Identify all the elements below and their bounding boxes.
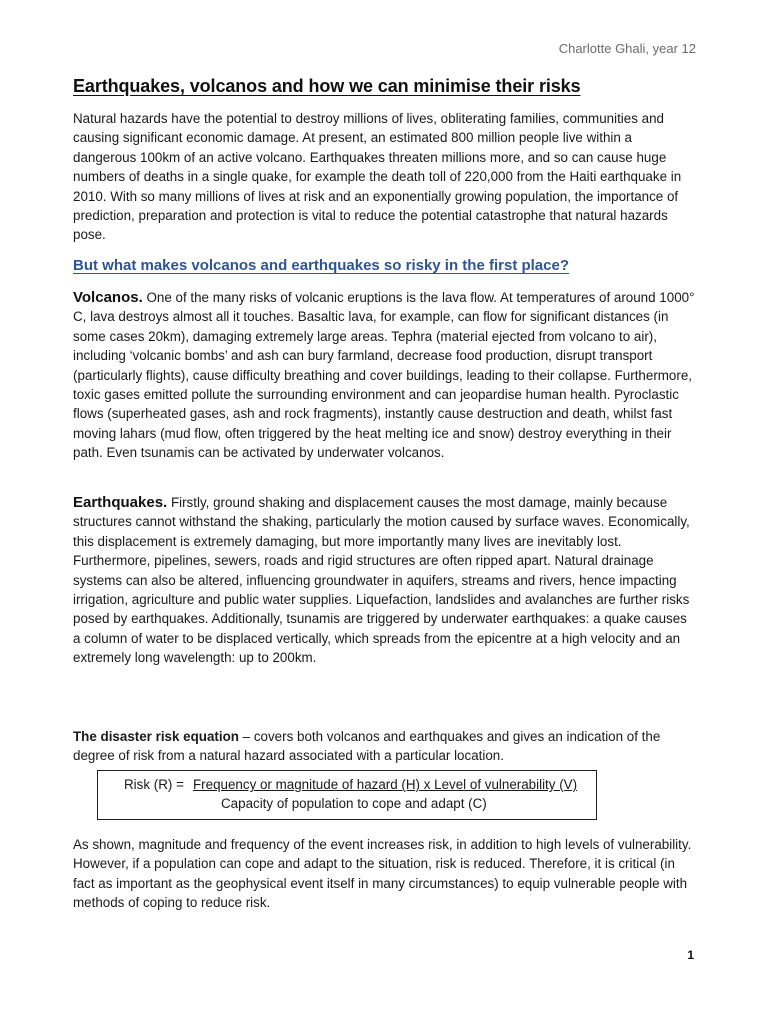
earthquakes-text: Firstly, ground shaking and displacement causes the most damage, mainly because structures cannot withstand the shaking, particularly the motion caused by surface waves. Economically, this displacement is extremely damaging, but more importantly many lives are inevitably lost. Furthermore, pipelines, sewers, roads and rigid structures are often ripped apart. Natural drainage systems can also be altered, influencing groundwater in aquifers, streams and rivers, hence impacting irrigation, agriculture and public water supplies. Liquefaction, landslides and avalanches are further risks posed by earthquakes. Additionally, tsunamis are triggered by underwater earthquakes: a quake causes a column of water to be displaced vertically, which spreads from the epicentre at a high velocity and an extremely long wavelength: up to 200km. [73, 495, 690, 666]
section-heading: But what makes volcanos and earthquakes so risky in the first place? [73, 257, 569, 274]
risk-equation-term: The disaster risk equation [73, 729, 239, 744]
risk-equation-text: – covers both volcanos and earthquakes and gives an indication of the degree of risk from a natural hazard associated with a particular location. [73, 729, 661, 764]
page-number: 1 [687, 948, 694, 962]
formula-lhs: Risk (R) = [124, 777, 184, 792]
author-header: Charlotte Ghali, year 12 [558, 41, 696, 56]
conclusion-paragraph: As shown, magnitude and frequency of the event increases risk, in addition to high levels of vulnerability. However, if a population can cope and adapt to the situation, risk is reduced. Therefore, it is critical (in fact as important as the geophysical event itself in many circumstances) to equip vulnerable people with methods of coping to reduce risk. [73, 837, 692, 911]
risk-formula-box [97, 770, 597, 820]
volcanos-term: Volcanos. [73, 289, 143, 306]
document-title: Earthquakes, volcanos and how we can minimise their risks [73, 76, 581, 96]
earthquakes-paragraph [73, 493, 698, 668]
volcanos-paragraph [73, 288, 698, 463]
volcanos-text: One of the many risks of volcanic eruptions is the lava flow. At temperatures of around 1000° C, lava destroys almost all it touches. Basaltic lava, for example, can flow for significant distances (in some cases 20km), damaging extremely large areas. Tephra (material ejected from volcano to air), including ‘volcanic bombs’ and ash can bury farmland, decrease food production, disrupt transport (particularly flights), cause difficulty breathing and cover buildings, leading to their collapse. Furthermore, toxic gases emitted pollute the surrounding environment and can jeopardise human health. Pyroclastic flows (superheated gases, ash and rock fragments), instantly cause destruction and death, whilst fast moving lahars (mud flow, often triggered by the heat melting ice and snow) destroy everything in their path. Even tsunamis can be activated by underwater volcanos. [73, 290, 695, 461]
risk-equation-paragraph [73, 727, 698, 766]
formula-numerator: Frequency or magnitude of hazard (H) x Level of vulnerability (V) [193, 777, 578, 792]
earthquakes-term: Earthquakes. [73, 494, 168, 511]
intro-paragraph: Natural hazards have the potential to destroy millions of lives, obliterating families, communities and causing significant economic damage. At present, an estimated 800 million people live within a dangerous 100km of an active volcano. Earthquakes threaten millions more, and so can cause huge numbers of deaths in a single quake, for example the death toll of 220,000 from the Haiti earthquake in 2010. With so many millions of lives at risk and an exponentially growing population, the importance of prediction, preparation and protection is vital to reduce the potential catastrophe that natural hazards pose. [73, 111, 682, 243]
formula-denominator: Capacity of population to cope and adapt (C) [221, 796, 487, 811]
